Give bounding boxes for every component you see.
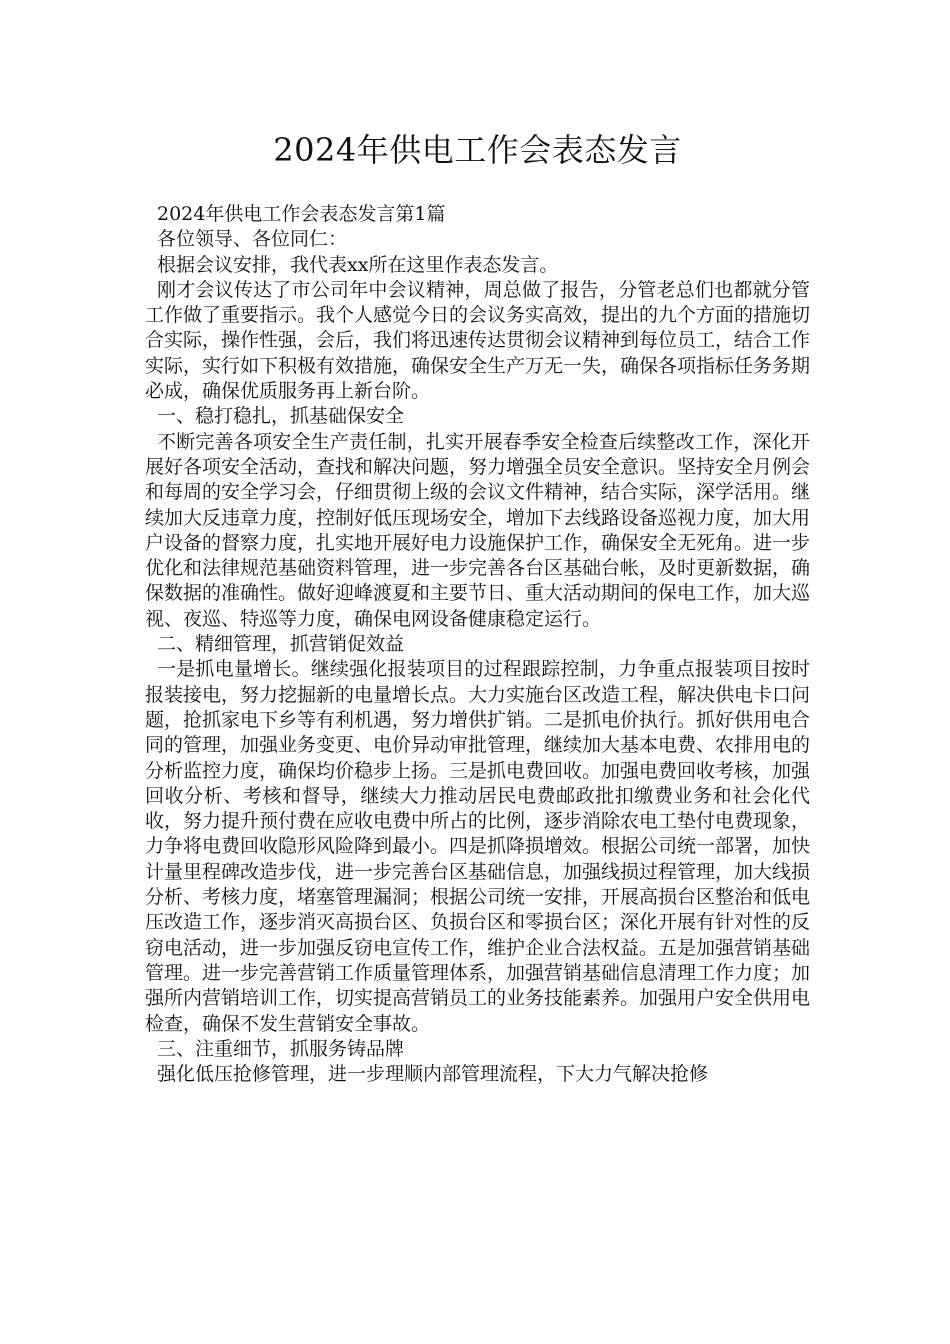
intro-paragraph: 根据会议安排，我代表xx所在这里作表态发言。 [157, 253, 559, 276]
section-heading-3: 三、注重细节，抓服务铸品牌 [157, 1037, 405, 1060]
salutation-paragraph: 各位领导、各位同仁： [157, 228, 348, 251]
subtitle-paragraph: 2024年供电工作会表态发言第1篇 [157, 203, 446, 225]
document-title: 2024年供电工作会表态发言 [273, 131, 682, 169]
section-body-2: 一是抓电量增长。继续强化报装项目的过程跟踪控制，力争重点报装项目按时报装接电，努力挖掘新的电量增长点。大力实施台区改造工程，解决供电卡口问题，抢抓家电下乡等有利机遇，努力增供扩销。二是抓电价执行。抓好供用电合同的管理，加强业务变更、电价异动审批管理，继续加大基本电费、农排用电的分析监控力度，确保均价稳步上扬。三是抓电费回收。加强电费回收考核，加强回收分析、考核和督导，继续大力推动居民电费邮政批扣缴费业务和社会化代收，努力提升预付费在应收电费中所占的比例，逐步消除农电工垫付电费现象，力争将电费回收隐形风险降到最小。四是抓降损增效。根据公司统一部署，加快计量里程碑改造步伐，进一步完善台区基础信息，加强线损过程管理，加大线损分析、考核力度，堵塞管理漏洞；根据公司统一安排，开展高损台区整治和低电压改造工作，逐步消灭高损台区、负损台区和零损台区；深化开展有针对性的反窃电活动，进一步加强反窃电宣传工作，维护企业合法权益。五是加强营销基础管理。进一步完善营销工作质量管理体系，加强营销基础信息清理工作力度；加强所内营销培训工作，切实提高营销员工的业务技能素养。加强用户安全供用电检查，确保不发生营销安全事故。 [145, 658, 811, 1035]
overview-paragraph: 刚才会议传达了市公司年中会议精神，周总做了报告，分管老总们也都就分管工作做了重要指示。我个人感觉今日的会议务实高效，提出的九个方面的措施切合实际，操作性强，会后，我们将迅速传达贯彻会议精神到每位员工，结合工作实际，实行如下积极有效措施，确保安全生产万无一失，确保各项指标任务务期必成，确保优质服务再上新台阶。 [145, 278, 811, 403]
section-body-3: 强化低压抢修管理，进一步理顺内部管理流程，下大力气解决抢修 [157, 1063, 709, 1086]
section-heading-1: 一、稳打稳扎，抓基础保安全 [157, 405, 405, 428]
document-page [145, 0, 810, 1087]
section-heading-2: 二、精细管理，抓营销促效益 [157, 633, 405, 656]
section-body-1: 不断完善各项安全生产责任制，扎实开展春季安全检查后续整改工作，深化开展好各项安全活动，查找和解决问题，努力增强全员安全意识。坚持安全月例会和每周的安全学习会，仔细贯彻上级的会议文件精神，结合实际，深学活用。继续加大反违章力度，控制好低压现场安全，增加下去线路设备巡视力度，加大用户设备的督察力度，扎实地开展好电力设施保护工作，确保安全无死角。进一步优化和法律规范基础资料管理，进一步完善各台区基础台帐，及时更新数据，确保数据的准确性。做好迎峰渡夏和主要节日、重大活动期间的保电工作，加大巡视、夜巡、特巡等力度，确保电网设备健康稳定运行。 [145, 430, 811, 630]
document-body [145, 202, 810, 1087]
